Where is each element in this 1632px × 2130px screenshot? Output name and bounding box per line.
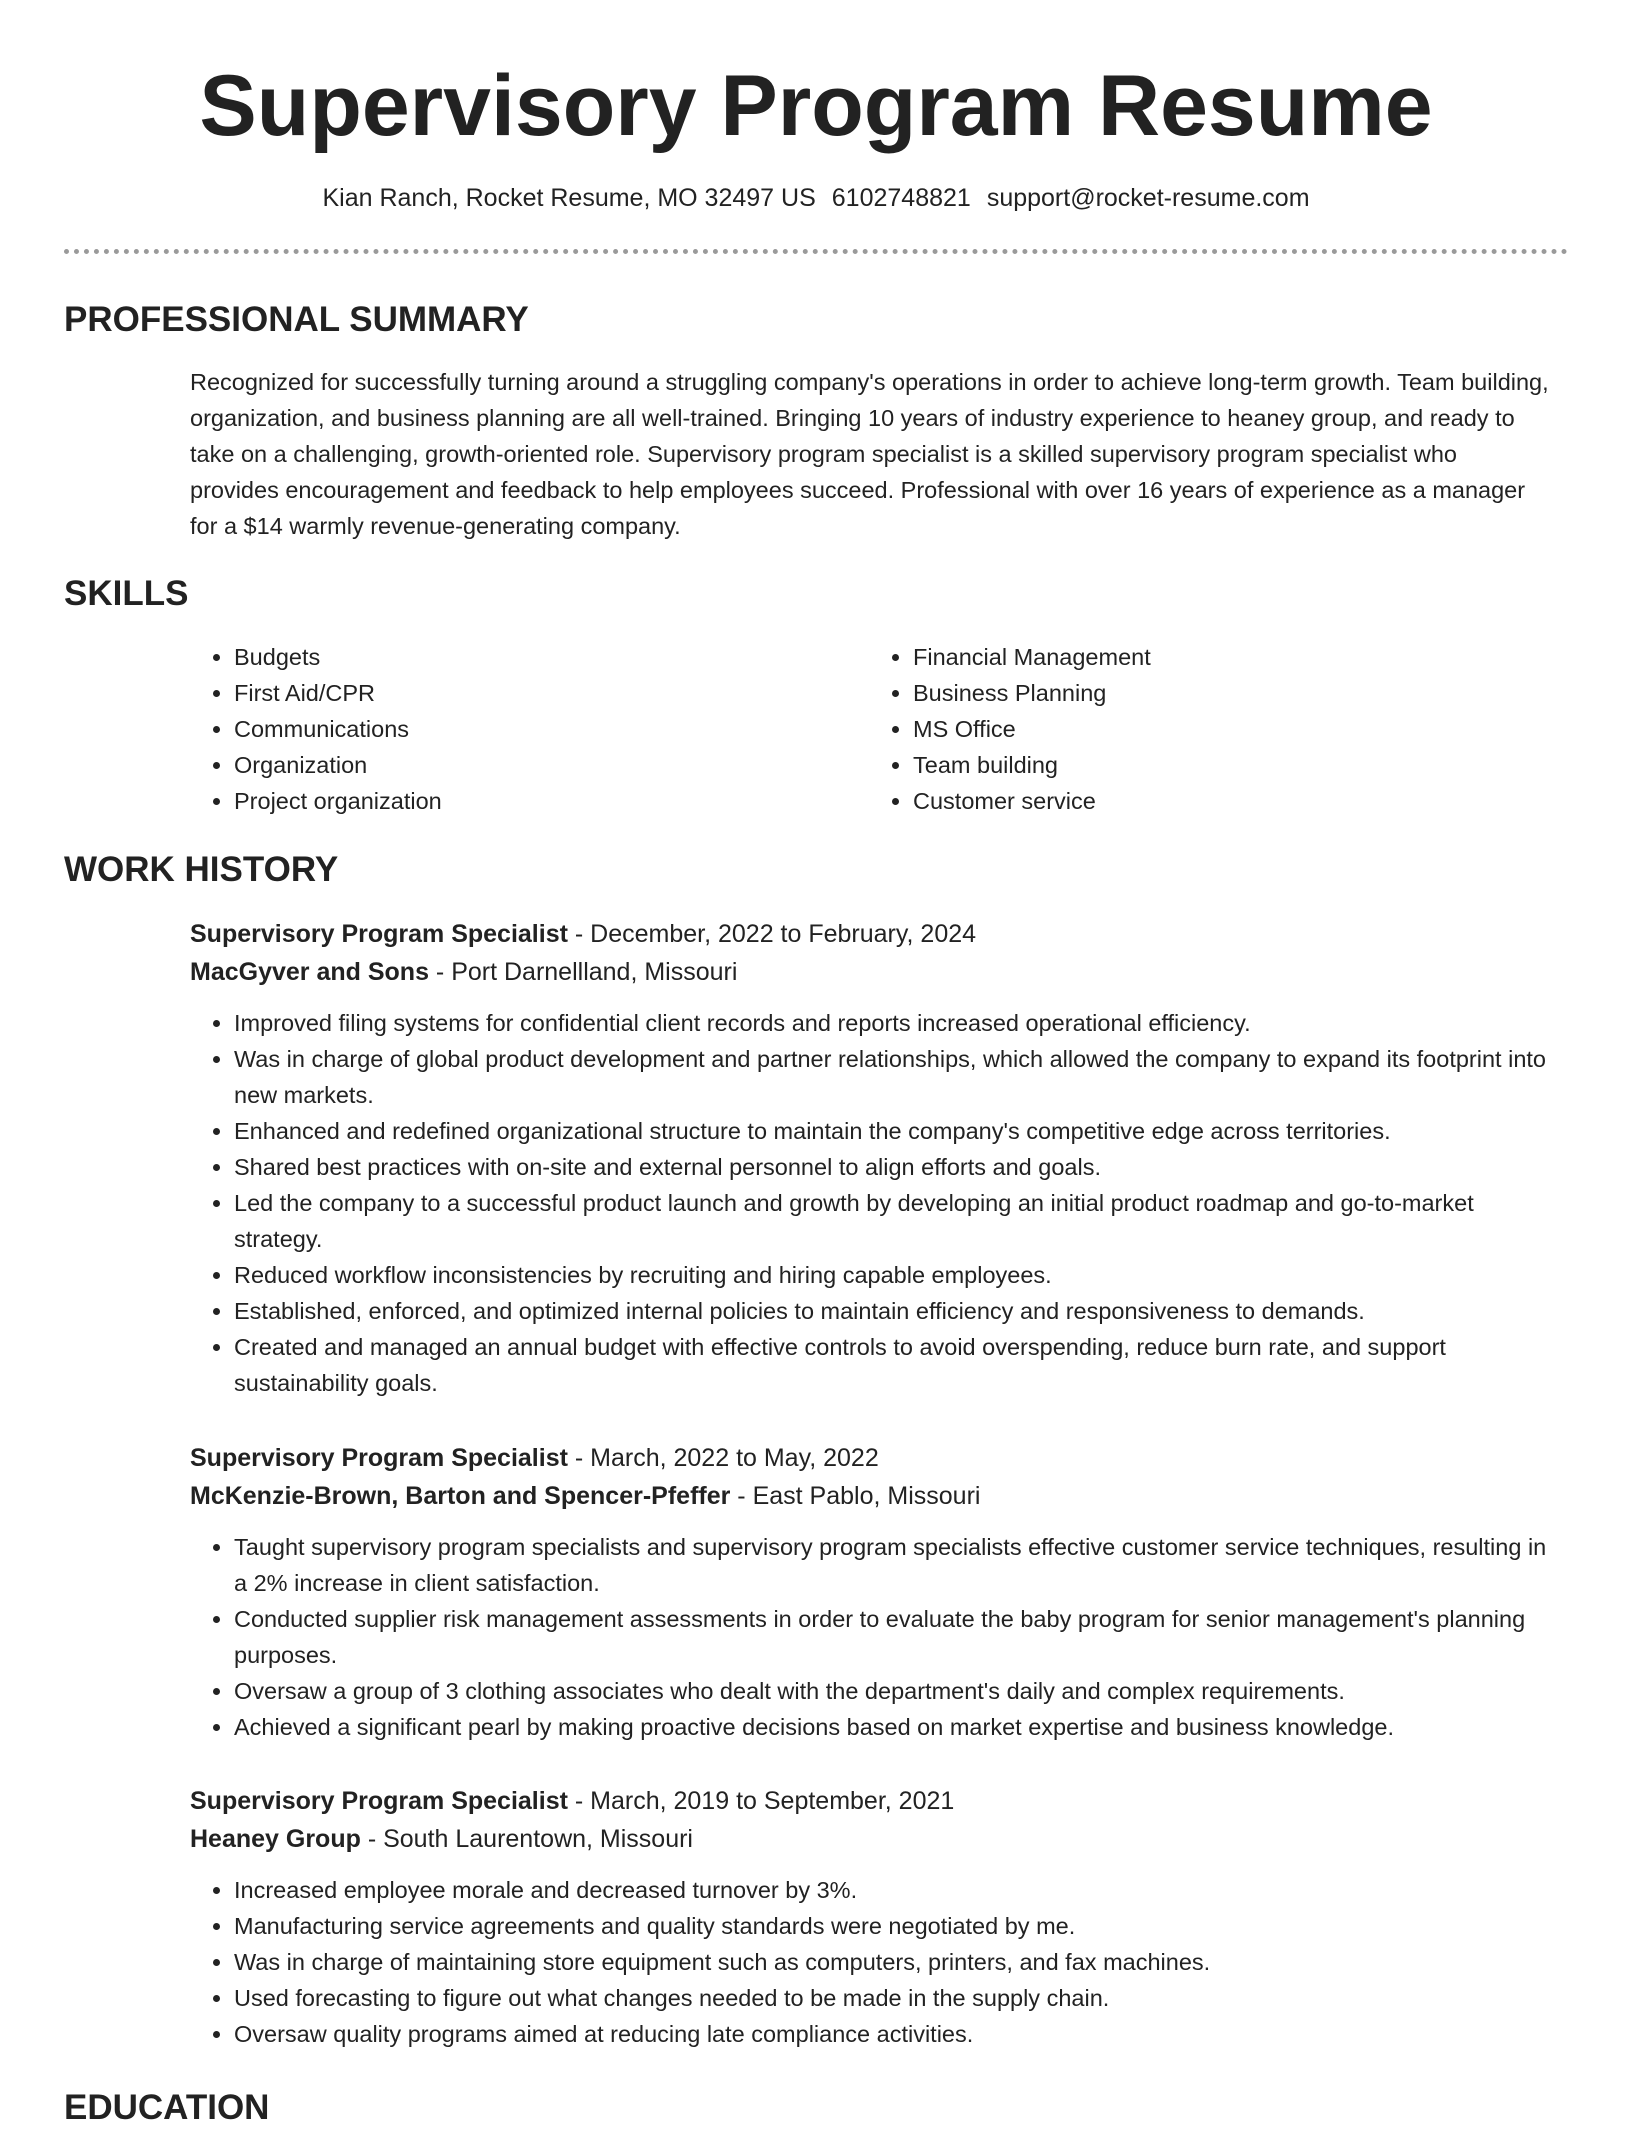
header-divider (64, 249, 1568, 254)
job-company-line (190, 1477, 1560, 1515)
contact-phone: 6102748821 (831, 184, 971, 212)
page-title: Supervisory Program Resume (199, 58, 1433, 154)
job-entry (190, 1439, 1560, 1745)
section-title-summary: PROFESSIONAL SUMMARY (64, 300, 529, 339)
list-item: • Communications (234, 711, 834, 747)
section-title-work-history: WORK HISTORY (64, 850, 339, 889)
job-company-line (190, 1820, 1560, 1858)
list-item: • Improved filing systems for confidential client records and reports increased operational efficiency. (234, 1005, 1560, 1041)
list-item: • Was in charge of global product development and partner relationships, which allowed the company to expand its footprint into new markets. (234, 1041, 1560, 1113)
list-item: • Manufacturing service agreements and quality standards were negotiated by me. (234, 1908, 1560, 1944)
job-title-line (190, 915, 1560, 953)
job-dates: - December, 2022 to February, 2024 (567, 920, 977, 948)
list-item: • Reduced workflow inconsistencies by recruiting and hiring capable employees. (234, 1257, 1560, 1293)
contact-email: support@rocket-resume.com (986, 184, 1310, 212)
job-company: MacGyver and Sons (190, 958, 429, 986)
job-company: Heaney Group (190, 1825, 361, 1853)
list-item: • Used forecasting to figure out what changes needed to be made in the supply chain. (234, 1980, 1560, 2016)
list-item: • Project organization (234, 783, 834, 819)
job-bullets (190, 1005, 1560, 1401)
list-item: • Led the company to a successful product launch and growth by developing an initial product roadmap and go-to-market strategy. (234, 1185, 1560, 1257)
list-item: • Established, enforced, and optimized internal policies to maintain efficiency and responsiveness to demands. (234, 1293, 1560, 1329)
job-location: - East Pablo, Missouri (730, 1482, 981, 1510)
contact-address: Kian Ranch, Rocket Resume, MO 32497 US (322, 184, 816, 212)
list-item: • Was in charge of maintaining store equipment such as computers, printers, and fax machines. (234, 1944, 1560, 1980)
job-company-line (190, 953, 1560, 991)
job-location: - Port Darnellland, Missouri (428, 958, 738, 986)
list-item: • Oversaw a group of 3 clothing associates who dealt with the department's daily and complex requirements. (234, 1673, 1560, 1709)
job-company: McKenzie-Brown, Barton and Spencer-Pfeffer (190, 1482, 731, 1510)
section-title-skills: SKILLS (64, 574, 189, 613)
list-item: • Created and managed an annual budget with effective controls to avoid overspending, reduce burn rate, and support sustainability goals. (234, 1329, 1560, 1401)
list-item: • First Aid/CPR (234, 675, 834, 711)
list-item: • Shared best practices with on-site and external personnel to align efforts and goals. (234, 1149, 1560, 1185)
section-title-education: EDUCATION (64, 2088, 270, 2127)
list-item: • Oversaw quality programs aimed at reducing late compliance activities. (234, 2016, 1560, 2052)
list-item: • Customer service (913, 783, 1513, 819)
job-entry (190, 1782, 1560, 2052)
skills-list-left (190, 639, 834, 819)
list-item: • Enhanced and redefined organizational structure to maintain the company's competitive edge across territories. (234, 1113, 1560, 1149)
summary-text: Recognized for successfully turning around a struggling company's operations in order to achieve long-term growth. Team building, organization, and business planning are all well-trained. Bringing 10 years of industry experience to heaney group, and ready to take on a challenging, growth-oriented role. Supervisory program specialist is a skilled supervisory program specialist who provides encouragement and feedback to help employees succeed. Professional with over 16 years of experience as a manager for a $14 warmly revenue-generating company. (190, 369, 1549, 539)
job-dates: - March, 2022 to May, 2022 (567, 1444, 879, 1472)
job-role: Supervisory Program Specialist (190, 920, 568, 948)
list-item: • MS Office (913, 711, 1513, 747)
job-role: Supervisory Program Specialist (190, 1787, 568, 1815)
contact-line (0, 180, 1632, 216)
job-dates: - March, 2019 to September, 2021 (567, 1787, 955, 1815)
list-item: • Financial Management (913, 639, 1513, 675)
skills-list-right (869, 639, 1513, 819)
list-item: • Organization (234, 747, 834, 783)
list-item: • Increased employee morale and decreased turnover by 3%. (234, 1872, 1560, 1908)
list-item: • Achieved a significant pearl by making proactive decisions based on market expertise and business knowledge. (234, 1709, 1560, 1745)
list-item: • Taught supervisory program specialists and supervisory program specialists effective customer service techniques, resulting in a 2% increase in client satisfaction. (234, 1529, 1560, 1601)
job-bullets (190, 1872, 1560, 2052)
job-entry (190, 915, 1560, 1401)
job-title-line (190, 1439, 1560, 1477)
list-item: • Team building (913, 747, 1513, 783)
job-role: Supervisory Program Specialist (190, 1444, 568, 1472)
job-bullets (190, 1529, 1560, 1745)
job-location: - South Laurentown, Missouri (360, 1825, 693, 1853)
list-item: • Conducted supplier risk management assessments in order to evaluate the baby program for senior management's planning purposes. (234, 1601, 1560, 1673)
list-item: • Business Planning (913, 675, 1513, 711)
job-title-line (190, 1782, 1560, 1820)
list-item: • Budgets (234, 639, 834, 675)
